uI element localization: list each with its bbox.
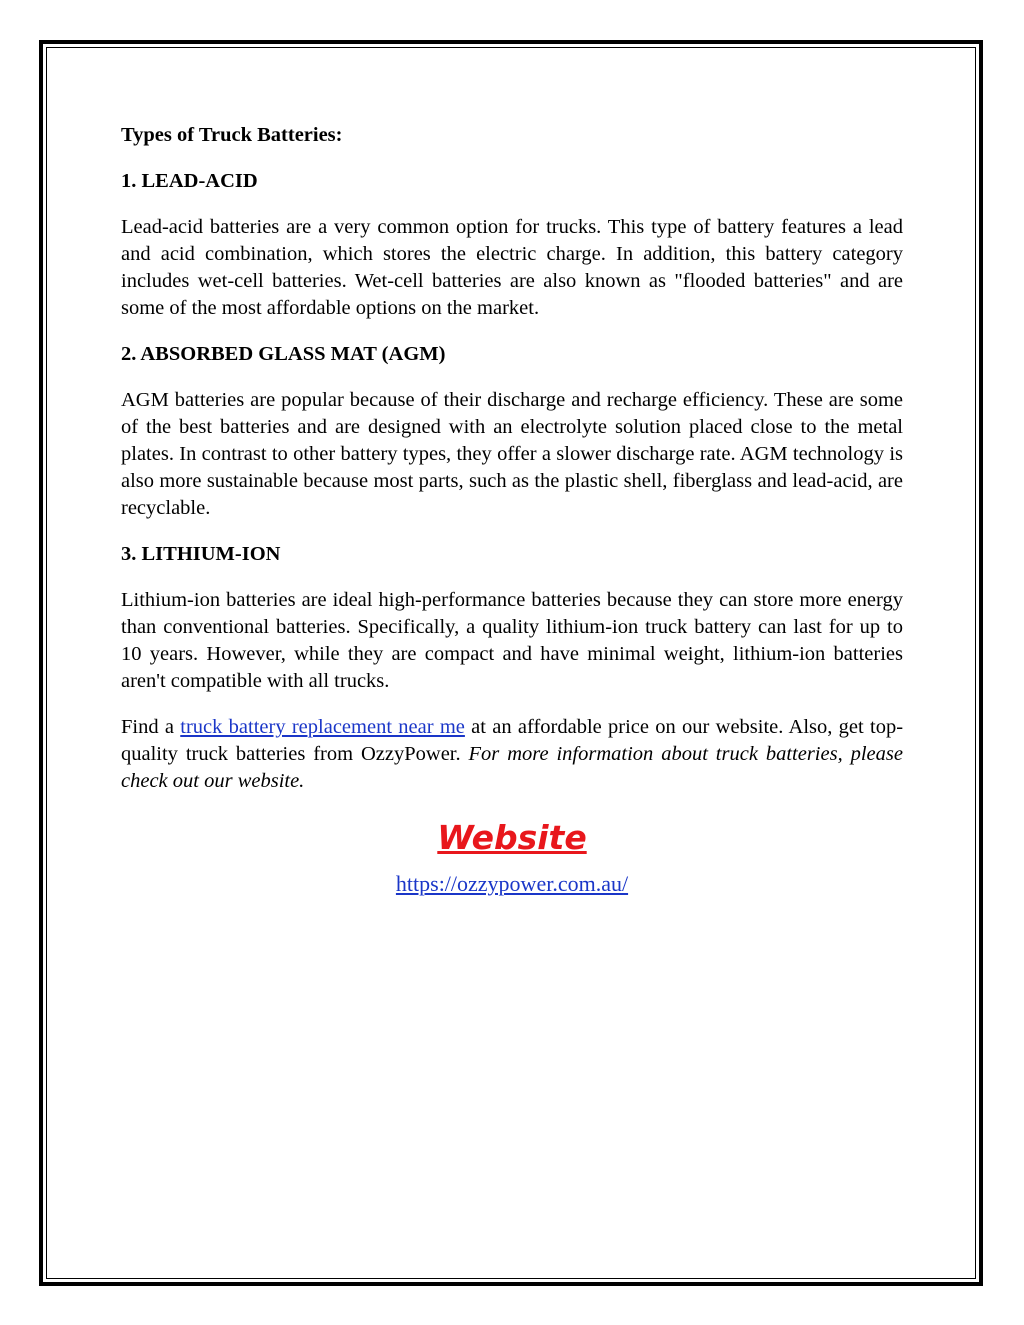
closing-prefix: Find a — [121, 716, 181, 738]
closing-paragraph — [121, 714, 903, 795]
website-url-line — [121, 870, 903, 898]
section-heading-agm: 2. ABSORBED GLASS MAT (AGM) — [121, 343, 446, 365]
section-heading-lithium-ion: 3. LITHIUM-ION — [121, 543, 281, 565]
document-title: Types of Truck Batteries: — [121, 124, 343, 146]
closing-italic: For more information about truck batteries, please check out our website. — [121, 743, 903, 792]
section-heading-lead-acid: 1. LEAD-ACID — [121, 170, 258, 192]
closing-middle: at an affordable price on our website. Also, get top-quality truck batteries from OzzyPower. — [121, 716, 904, 765]
section-body-lithium-ion: Lithium-ion batteries are ideal high-performance batteries because they can store more energy than conventional batteries. Specifically, a quality lithium-ion truck battery can last for up to 10 years. However, while they are compact and have minimal weight, lithium-ion batteries aren't compatible with all trucks. — [121, 589, 903, 692]
truck-battery-replacement-link[interactable]: truck battery replacement near me — [180, 716, 465, 738]
document-content — [121, 122, 903, 898]
website-url-link[interactable]: https://ozzypower.com.au/ — [395, 871, 629, 896]
section-body-lead-acid: Lead-acid batteries are a very common option for trucks. This type of battery features a lead and acid combination, which stores the electric charge. In addition, this battery category includes wet-cell batteries. Wet-cell batteries are also known as "flooded batteries" and are some of the most affordable options on the market. — [121, 216, 903, 319]
website-label: Website — [437, 818, 587, 857]
section-body-agm: AGM batteries are popular because of their discharge and recharge efficiency. These are some of the best batteries and are designed with an electrolyte solution placed close to the metal plates. In contrast to other battery types, they offer a slower discharge rate. AGM technology is also more sustainable because most parts, such as the plastic shell, fiberglass and lead-acid, are recyclable. — [121, 389, 903, 519]
